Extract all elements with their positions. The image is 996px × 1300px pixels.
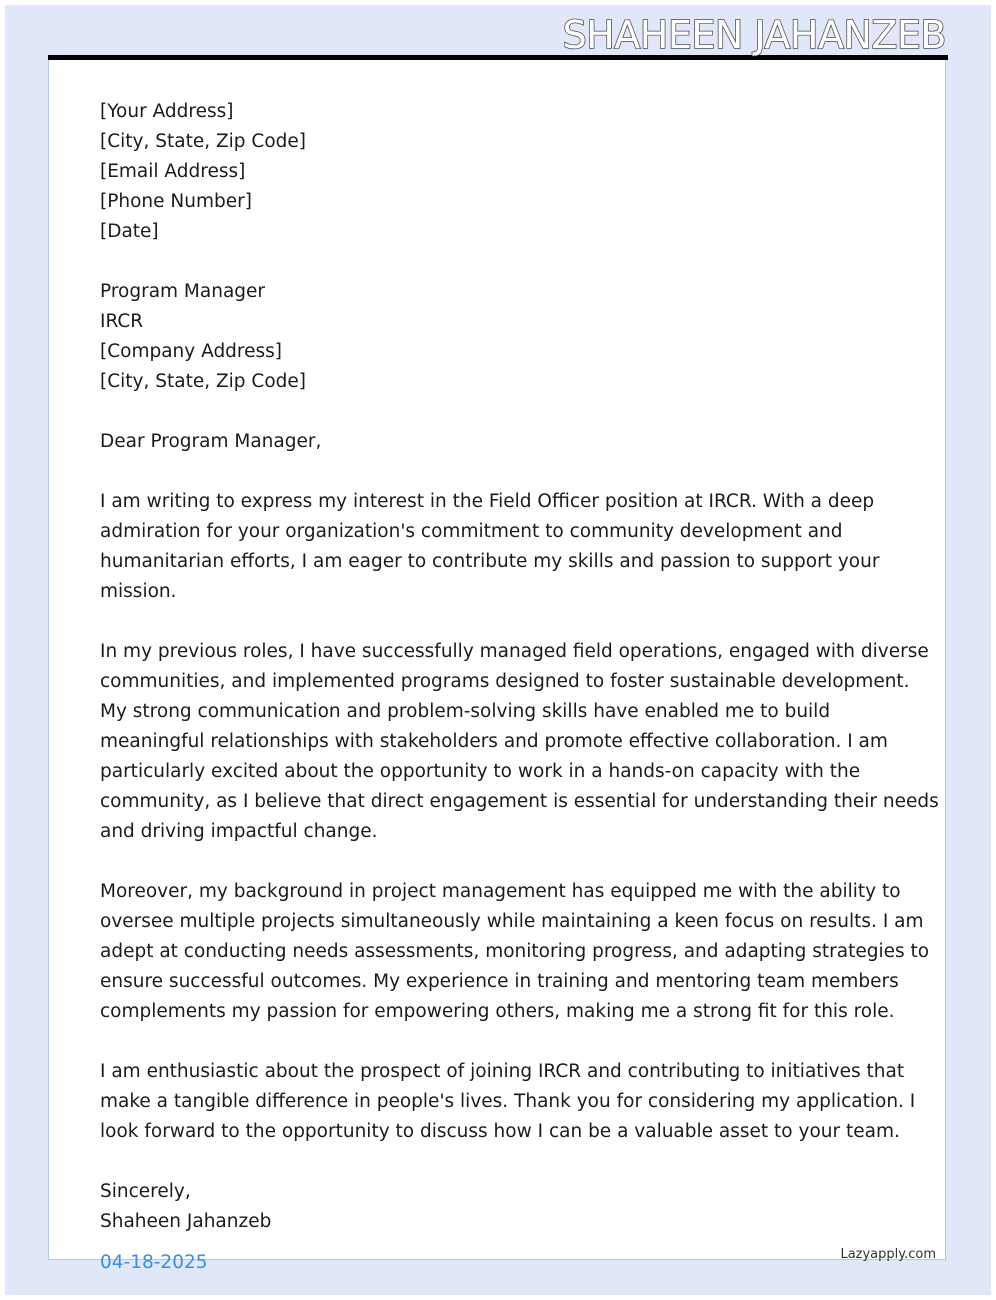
paragraph-line: My strong communication and problem-solving skills have enabled me to build <box>100 701 831 722</box>
footer-brand-link[interactable]: Lazyapply.com <box>840 1247 936 1262</box>
paragraph-line: ensure successful outcomes. My experience in training and mentoring team members <box>100 971 899 992</box>
spacer <box>100 607 900 637</box>
spacer <box>100 247 900 277</box>
paragraph-line: meaningful relationships with stakeholders and promote effective collaboration. I am <box>100 731 888 752</box>
sender-address: [Your Address] <box>100 101 234 122</box>
signature-name: Shaheen Jahanzeb <box>100 1211 272 1232</box>
paragraph-line: communities, and implemented programs designed to foster sustainable development. <box>100 671 910 692</box>
recipient-block <box>100 277 900 397</box>
paragraph-line: mission. <box>100 581 177 602</box>
paragraph-line: particularly excited about the opportunity to work in a hands-on capacity with the <box>100 761 861 782</box>
spacer <box>100 1147 900 1177</box>
paragraph-line: humanitarian efforts, I am eager to contribute my skills and passion to support your <box>100 551 880 572</box>
body-paragraph-1 <box>100 487 900 607</box>
body-paragraph-3 <box>100 877 930 1027</box>
spacer <box>100 457 900 487</box>
body-paragraph-4 <box>100 1057 916 1147</box>
recipient-city-state-zip: [City, State, Zip Code] <box>100 371 306 392</box>
paragraph-line: Moreover, my background in project management has equipped me with the ability to <box>100 881 901 902</box>
recipient-title: Program Manager <box>100 281 266 302</box>
paragraph-line: community, as I believe that direct engagement is essential for understanding their needs <box>100 791 939 812</box>
paragraph-line: look forward to the opportunity to discuss how I can be a valuable asset to your team. <box>100 1121 900 1142</box>
paragraph-line: adept at conducting needs assessments, monitoring progress, and adapting strategies to <box>100 941 930 962</box>
recipient-company: IRCR <box>100 311 144 332</box>
sender-block <box>100 97 900 247</box>
spacer <box>100 397 900 427</box>
sender-email: [Email Address] <box>100 161 246 182</box>
salutation: Dear Program Manager, <box>100 431 322 452</box>
paragraph-line: I am writing to express my interest in the Field Officer position at IRCR. With a deep <box>100 491 875 512</box>
header-name: SHAHEEN JAHANZEB <box>562 13 946 57</box>
paragraph-line: In my previous roles, I have successfully managed field operations, engaged with diverse <box>100 641 929 662</box>
letter-body <box>100 97 939 1237</box>
footer-date: 04-18-2025 <box>100 1252 208 1273</box>
valediction: Sincerely, <box>100 1181 191 1202</box>
paragraph-line: complements my passion for empowering others, making me a strong fit for this role. <box>100 1001 895 1022</box>
paragraph-line: admiration for your organization's commitment to community development and <box>100 521 843 542</box>
paragraph-line: make a tangible difference in people's lives. Thank you for considering my application. I <box>100 1091 916 1112</box>
sender-phone: [Phone Number] <box>100 191 252 212</box>
spacer <box>100 1027 900 1057</box>
recipient-address: [Company Address] <box>100 341 283 362</box>
sender-city-state-zip: [City, State, Zip Code] <box>100 131 306 152</box>
paragraph-line: and driving impactful change. <box>100 821 378 842</box>
paragraph-line: oversee multiple projects simultaneously while maintaining a keen focus on results. I am <box>100 911 924 932</box>
sender-date: [Date] <box>100 221 159 242</box>
spacer <box>100 847 900 877</box>
body-paragraph-2 <box>100 637 939 847</box>
closing-block <box>100 1177 900 1237</box>
paragraph-line: I am enthusiastic about the prospect of joining IRCR and contributing to initiatives that <box>100 1061 905 1082</box>
